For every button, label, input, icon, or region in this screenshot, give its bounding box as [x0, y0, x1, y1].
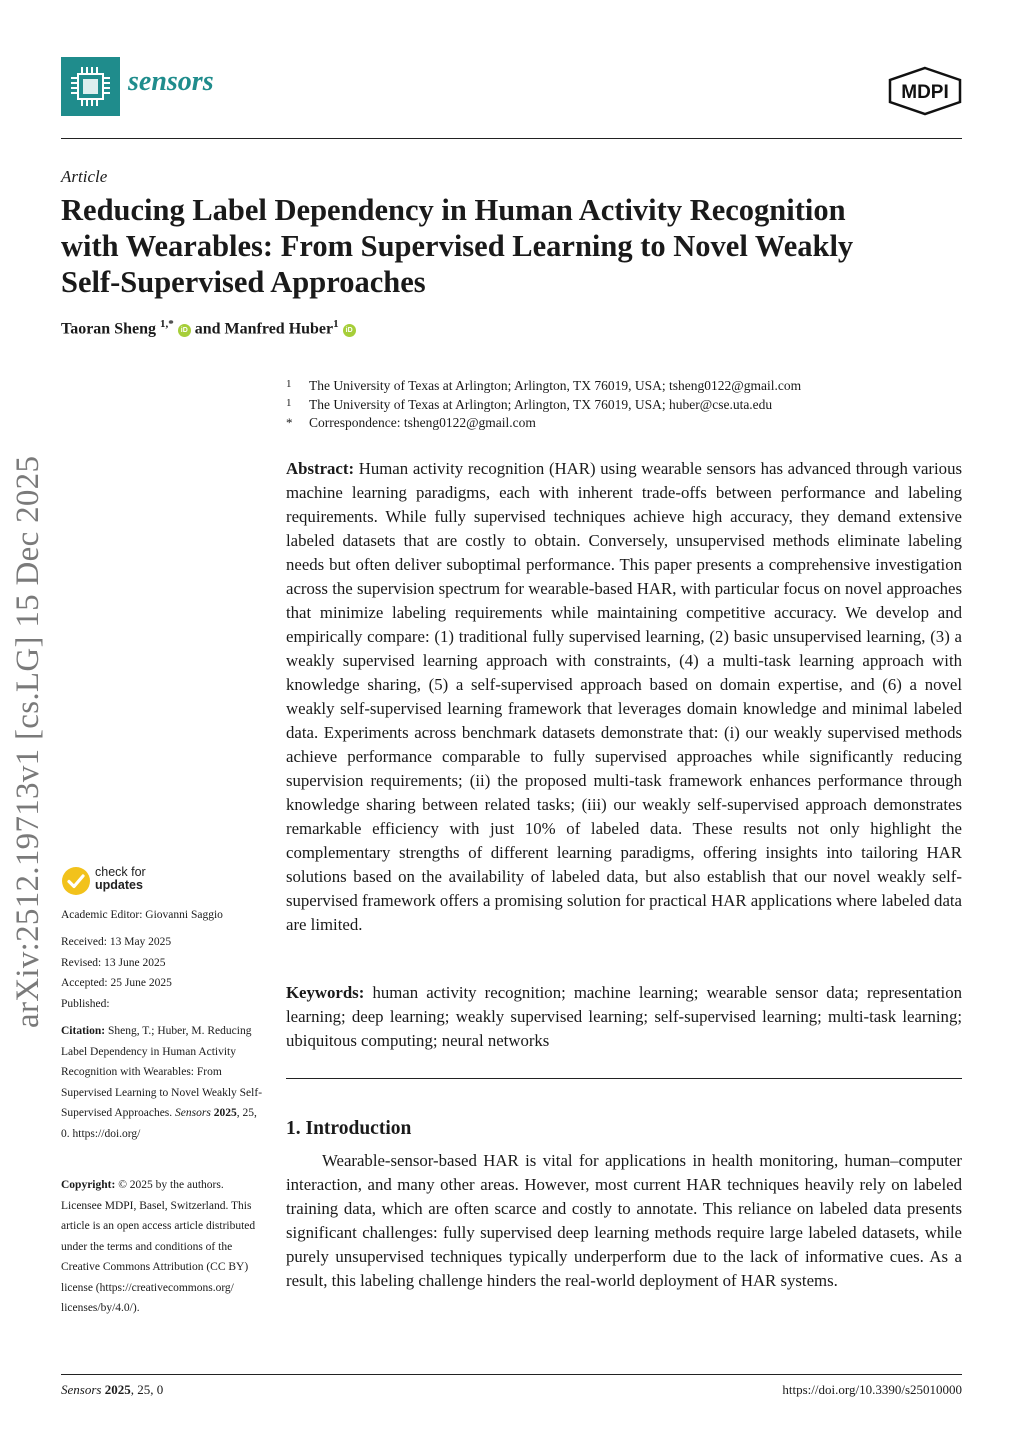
affiliation-text: The University of Texas at Arlington; Arlington, TX 76019, USA; tsheng0122@gmail.com	[309, 378, 802, 393]
revised-date: Revised: 13 June 2025	[61, 957, 166, 969]
published-date: Published:	[61, 998, 110, 1010]
author-affiliation-mark: 1	[333, 318, 339, 330]
academic-editor: Academic Editor: Giovanni Saggio	[61, 909, 223, 921]
citation	[61, 1021, 266, 1144]
footer-citation	[61, 1382, 163, 1398]
footer-doi-link[interactable]: https://doi.org/10.3390/s25010000	[782, 1382, 962, 1397]
check-updates-text	[95, 866, 146, 892]
publisher-name: MDPI	[901, 82, 949, 103]
arxiv-stamp: arXiv:2512.19713v1 [cs.LG] 15 Dec 2025	[10, 455, 46, 1028]
title-line: Reducing Label Dependency in Human Activity Recognition	[61, 193, 846, 227]
abstract	[286, 457, 962, 937]
abstract-label: Abstract:	[286, 459, 355, 478]
copyright-text: © 2025 by the authors. Licensee MDPI, Basel, Switzerland. This article is an open access article distributed under the terms and conditions of the Creative Commons Attribution (CC BY) license (https://creativecommons.org/ licenses/by/4.0/).	[61, 1179, 256, 1314]
citation-text: Sheng, T.; Huber, M. Reducing Label Dependency in Human Activity Recognition with Wearables: From Supervised Learning to Novel Weakly Self-Supervised Approaches.	[61, 1025, 263, 1119]
citation-label: Citation:	[61, 1025, 106, 1037]
keywords-label: Keywords:	[286, 983, 365, 1002]
footer-year: 2025	[104, 1382, 131, 1397]
citation-doi-link[interactable]: https://doi.org/	[72, 1127, 141, 1140]
article-type: Article	[61, 167, 108, 186]
footer-divider	[61, 1374, 962, 1375]
citation-journal: Sensors	[175, 1107, 211, 1119]
publisher-logo	[886, 66, 964, 116]
abstract-text: Human activity recognition (HAR) using wearable sensors has advanced through various machine learning paradigms, each with inherent trade-offs between performance and labeling requirements. While fully supervised techniques achieve high accuracy, they demand extensive labeled datasets that are costly to obtain. Conversely, unsupervised methods eliminate labeling needs but often deliver suboptimal performance. This paper presents a comprehensive investigation across the supervision spectrum for wearable-based HAR, with particular focus on novel approaches that minimize labeling requirements while maintaining competitive accuracy. We develop and empirically compare: (1) traditional fully supervised learning, (2) basic unsupervised learning, (3) a weakly supervised learning approach with constraints, (4) a multi-task learning approach with knowledge sharing, (5) a self-supervised approach based on domain expertise, and (6) a novel weakly self-supervised learning framework that leverages domain knowledge and minimal labeled data. Experiments across benchmark datasets demonstrate that: (i) our weakly supervised methods achieve performance comparable to fully supervised approaches while significantly reducing supervision requirements; (ii) the proposed multi-task framework enhances performance through knowledge sharing between related tasks; (iii) our weakly self-supervised approach demonstrates remarkable efficiency with just 10% of labeled data. These results not only highlight the complementary strengths of different learning paradigms, offering insights into tailoring HAR solutions based on the availability of labeled data, but also establish that our novel weakly self-supervised framework offers a promising solution for practical HAR applications where labeled data are limited.	[286, 459, 962, 934]
orcid-icon[interactable]: iD	[343, 324, 356, 337]
citation-year: 2025	[213, 1107, 237, 1119]
affiliation-text: Correspondence: tsheng0122@gmail.com	[309, 415, 536, 430]
author-affiliation-mark: 1,*	[160, 318, 174, 330]
affiliation-mark: 1	[286, 378, 292, 390]
journal-logo-icon	[61, 57, 120, 116]
author-list	[61, 318, 356, 338]
footer-journal: Sensors	[61, 1382, 102, 1397]
citation-volume: , 25, 0.	[61, 1107, 257, 1140]
affiliation	[286, 378, 801, 394]
title-line: Self-Supervised Approaches	[61, 265, 426, 299]
author-name[interactable]: Manfred Huber	[224, 320, 334, 338]
section-heading: 1. Introduction	[286, 1118, 412, 1139]
title-line: with Wearables: From Supervised Learning to Novel Weakly	[61, 229, 854, 263]
check-updates-line: check for	[95, 865, 146, 879]
header-divider	[61, 138, 962, 139]
keywords	[286, 981, 962, 1053]
received-date: Received: 13 May 2025	[61, 936, 172, 948]
copyright	[61, 1175, 266, 1319]
footer-volume: , 25, 0	[130, 1382, 164, 1397]
affiliation-mark: 1	[286, 397, 292, 409]
keywords-text: human activity recognition; machine learning; wearable sensor data; representation learning; deep learning; weakly supervised learning; self-supervised learning; multi-task learning; ubiquitous computing; neural networks	[286, 983, 963, 1050]
accepted-date: Accepted: 25 June 2025	[61, 977, 172, 989]
author-connector: and	[194, 320, 221, 338]
journal-name: sensors	[128, 66, 214, 97]
check-updates-icon	[61, 866, 91, 896]
check-updates-line: updates	[95, 878, 143, 892]
section-divider	[286, 1078, 962, 1079]
affiliation-text: The University of Texas at Arlington; Arlington, TX 76019, USA; huber@cse.uta.edu	[309, 397, 773, 412]
introduction-paragraph: Wearable-sensor-based HAR is vital for applications in health monitoring, human–computer interaction, and many other areas. However, most current HAR techniques heavily rely on labeled training data, which are often scarce and costly to annotate. This reliance on labeled data presents significant challenges: fully supervised deep learning methods require large labeled datasets, while purely unsupervised techniques typically underperform due to the lack of informative cues. As a result, this labeling challenge hinders the real-world deployment of HAR systems.	[286, 1151, 962, 1290]
affiliation-mark: *	[286, 415, 293, 430]
author-name[interactable]: Taoran Sheng	[61, 320, 156, 338]
affiliation	[286, 397, 772, 413]
paper-title	[61, 192, 961, 300]
copyright-label: Copyright:	[61, 1179, 116, 1191]
correspondence	[286, 415, 536, 431]
orcid-icon[interactable]: iD	[178, 324, 191, 337]
